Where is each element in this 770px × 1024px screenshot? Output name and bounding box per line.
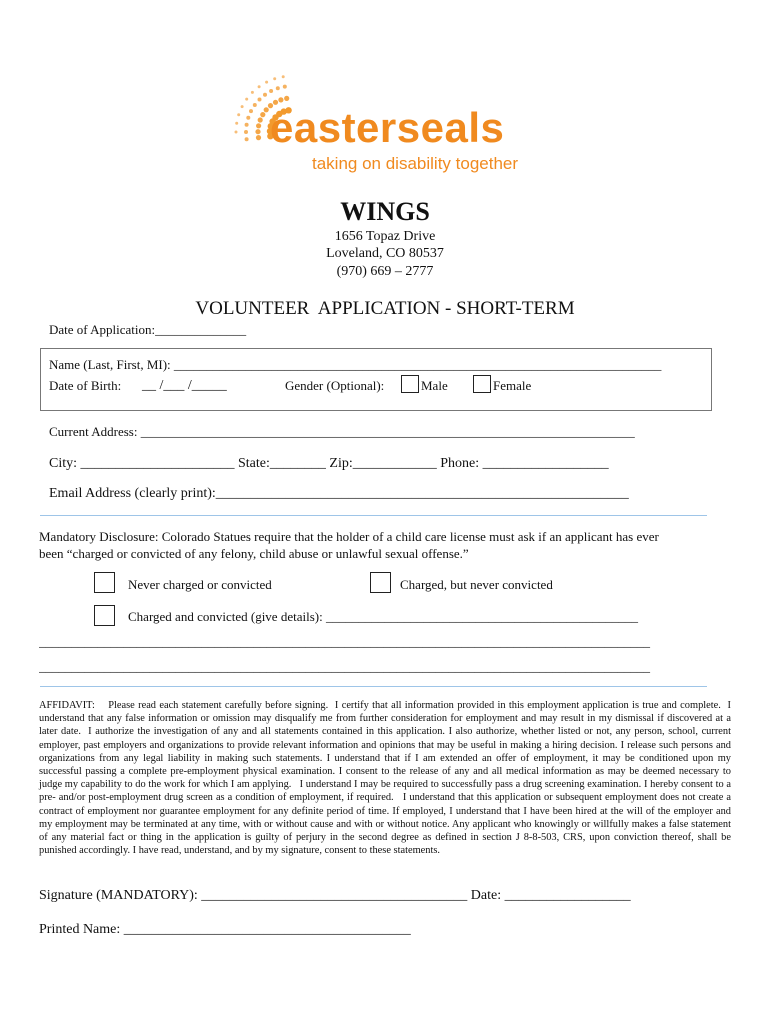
logo-dot bbox=[283, 85, 287, 89]
org-address-line2: Loveland, CO 80537 bbox=[326, 246, 444, 261]
logo-dot bbox=[258, 98, 262, 102]
dob-field[interactable]: __ /___ /_____ bbox=[142, 378, 227, 393]
logo-dot bbox=[265, 81, 268, 84]
logo-dot bbox=[255, 129, 260, 134]
current-address-field[interactable]: Current Address: ____________________________________________________________________________ bbox=[49, 424, 635, 439]
name-field[interactable]: Name (Last, First, MI): ___________________________________________________________________________ bbox=[49, 357, 662, 372]
logo-dot bbox=[253, 103, 257, 107]
disclosure-text-line2: been “charged or convicted of any felony, child abuse or unlawful sexual offense.” bbox=[39, 546, 469, 561]
logo-tagline: taking on disability together bbox=[312, 154, 519, 173]
org-name: WINGS bbox=[340, 197, 430, 226]
logo-dot bbox=[260, 112, 265, 117]
logo-dot bbox=[245, 137, 249, 141]
city-state-zip-phone-field[interactable]: City: ______________________ State:________ Zip:____________ Phone: __________________ bbox=[49, 456, 609, 471]
logo-dot bbox=[269, 89, 273, 93]
charged-not-convicted-label: Charged, but never convicted bbox=[400, 577, 553, 592]
dob-label: Date of Birth: bbox=[49, 378, 122, 393]
date-of-application-field[interactable]: Date of Application:______________ bbox=[49, 322, 247, 337]
logo-dot bbox=[282, 75, 285, 78]
logo-dot bbox=[284, 96, 289, 101]
form-title: VOLUNTEER APPLICATION - SHORT-TERM bbox=[195, 298, 575, 319]
easterseals-logo bbox=[230, 70, 550, 185]
logo-dot bbox=[249, 109, 253, 113]
details-line-2[interactable]: ______________________________________________________________________________________________ bbox=[39, 659, 650, 674]
logo-dot bbox=[273, 77, 276, 80]
divider bbox=[40, 686, 707, 687]
never-charged-label: Never charged or convicted bbox=[128, 577, 272, 592]
logo-dot bbox=[276, 86, 280, 90]
female-checkbox[interactable] bbox=[473, 375, 491, 393]
male-label: Male bbox=[421, 378, 448, 393]
logo-dot bbox=[244, 130, 248, 134]
male-checkbox[interactable] bbox=[401, 375, 419, 393]
signature-date-field[interactable]: Signature (MANDATORY): ______________________________________ Date: __________________ bbox=[39, 888, 631, 903]
logo-dot bbox=[237, 113, 240, 116]
female-label: Female bbox=[493, 378, 532, 393]
email-field[interactable]: Email Address (clearly print):___________________________________________________________ bbox=[49, 486, 629, 501]
charged-convicted-checkbox[interactable] bbox=[94, 605, 115, 626]
charged-convicted-field[interactable]: Charged and convicted (give details): ________________________________________________ bbox=[128, 609, 638, 624]
logo-dot bbox=[264, 107, 269, 112]
disclosure-text-line1: Mandatory Disclosure: Colorado Statues require that the holder of a child care license must ask if an applicant has ever bbox=[39, 529, 659, 544]
affidavit-text: AFFIDAVIT: Please read each statement carefully before signing. I certify that all information provided in this employment application is true and complete. I understand that any false information or omission may disqualify me from further consideration for employment and may result in my dismissal if discovered at a later date. I authorize the investigation of any and all statements contained in this application. I also authorize, whether listed or not, any person, school, current employer, past employers and organizations to provide relevant information and opinions that may be useful in making a hiring decision. I release such persons and organizations from any legal liability in making such statements. I understand that if I am extended an offer of employment, it may be conditioned upon my successful passing a complete pre-employment physical examination. I consent to the release of any and all medical information as may be deemed necessary to judge my capability to do the work for which I am applying. I understand I may be required to successfully pass a drug screening examination. I hereby consent to a pre- and/or post-employment drug screen as a condition of employment, if required. I understand that this application or subsequent employment does not create a contract of employment nor guarantee employment for any definite period of time. If employed, I understand that I have been hired at the will of the employer and my employment may be terminated at any time, with or without cause and with or without notice. Any applicant who knowingly or willfully makes a false statement of any material fact or thing in the application is guilty of perjury in the second degree as defined in section J 8-8-503, CRS, upon conviction thereof, shall be punished accordingly. I have read, understand, and by my signature, consent to these statements. bbox=[39, 700, 734, 857]
logo-dot bbox=[251, 91, 254, 94]
never-charged-checkbox[interactable] bbox=[94, 572, 115, 593]
logo-dot bbox=[246, 116, 250, 120]
logo-wordmark: easterseals bbox=[270, 104, 505, 151]
logo-dot bbox=[263, 93, 267, 97]
logo-dot bbox=[258, 85, 261, 88]
charged-not-convicted-checkbox[interactable] bbox=[370, 572, 391, 593]
gender-label: Gender (Optional): bbox=[285, 378, 385, 393]
logo-dot bbox=[235, 131, 238, 134]
logo-dot bbox=[245, 98, 248, 101]
logo-dot bbox=[241, 105, 244, 108]
logo-dot bbox=[256, 123, 261, 128]
org-phone: (970) 669 – 2777 bbox=[336, 264, 434, 279]
logo-dot bbox=[245, 123, 249, 127]
logo-dot bbox=[235, 122, 238, 125]
logo-dot bbox=[258, 117, 263, 122]
logo-dot bbox=[278, 97, 283, 102]
details-line-1[interactable]: ______________________________________________________________________________________________ bbox=[39, 634, 650, 649]
logo-dot bbox=[256, 135, 261, 140]
divider bbox=[40, 515, 707, 516]
printed-name-field[interactable]: Printed Name: _________________________________________ bbox=[39, 922, 411, 937]
org-address-line1: 1656 Topaz Drive bbox=[334, 229, 436, 244]
